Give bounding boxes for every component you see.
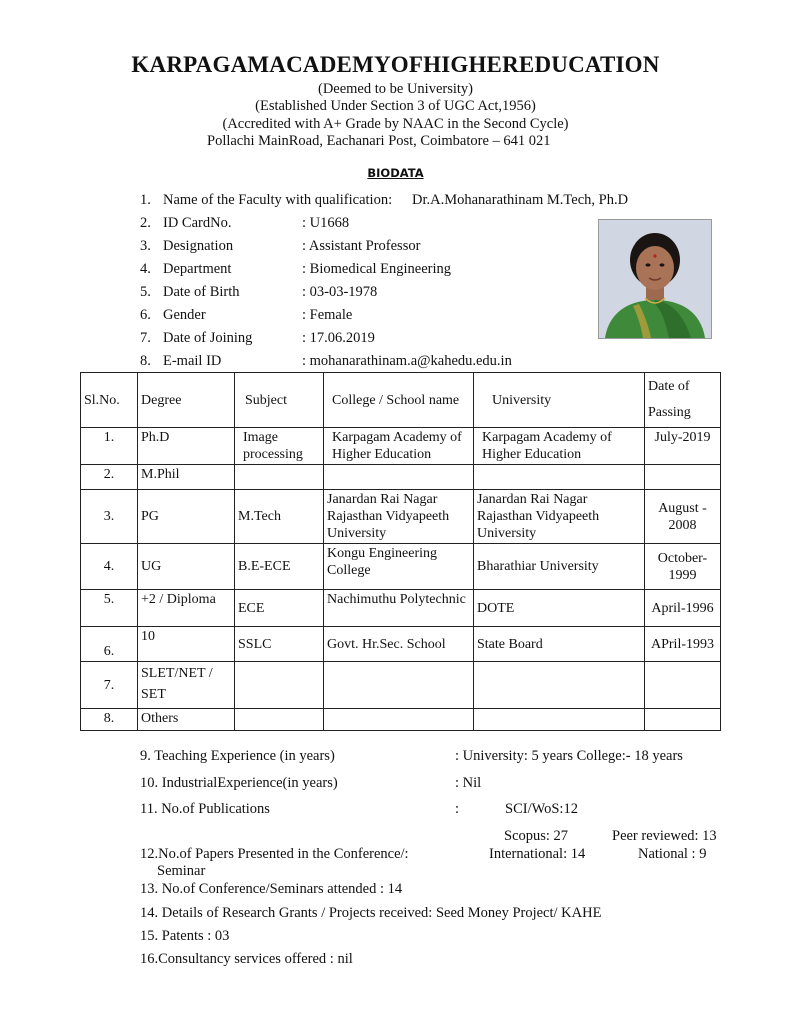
field-number: 2.	[140, 215, 151, 231]
cell-subject: ECE	[235, 590, 324, 627]
papers-national: National : 9	[638, 846, 707, 862]
cell-university	[474, 662, 645, 709]
cell-slno: 4.	[81, 544, 138, 590]
field-number: 6.	[140, 307, 151, 323]
conferences-attended: 13. No.of Conference/Seminars attended : 14	[140, 881, 403, 897]
consultancy: 16.Consultancy services offered : nil	[140, 951, 353, 967]
cell-degree: 10	[138, 627, 235, 662]
cell-degree: M.Phil	[138, 465, 235, 490]
cell-date	[645, 709, 721, 731]
cell-college: Janardan Rai Nagar Rajasthan Vidyapeeth University	[324, 490, 474, 544]
field-number: 4.	[140, 261, 151, 277]
cell-slno: 7.	[81, 662, 138, 709]
cell-degree: Ph.D	[138, 428, 235, 465]
header-date-line2: Passing	[648, 405, 691, 420]
cell-degree: SLET/NET / SET	[138, 662, 235, 709]
papers-international: International: 14	[489, 846, 586, 862]
table-row	[81, 662, 721, 709]
cell-slno: 1.	[81, 428, 138, 465]
cell-slno: 5.	[81, 590, 138, 627]
cell-subject: SSLC	[235, 627, 324, 662]
field-number: 8.	[140, 353, 151, 369]
field-label-joining: Date of Joining	[163, 330, 253, 346]
cell-degree: +2 / Diploma	[138, 590, 235, 627]
cell-slno: 3.	[81, 490, 138, 544]
table-row	[81, 490, 721, 544]
table-row	[81, 627, 721, 662]
header-line-3: (Accredited with A+ Grade by NAAC in the Second Cycle)	[222, 116, 569, 132]
patents: 15. Patents : 03	[140, 928, 230, 944]
field-value-name: Dr.A.Mohanarathinam M.Tech, Ph.D	[412, 192, 629, 208]
cell-college: Nachimuthu Polytechnic	[324, 590, 474, 627]
field-value-gender: : Female	[302, 307, 353, 323]
industrial-label: 10. IndustrialExperience(in years)	[140, 775, 338, 791]
field-value-dob: : 03-03-1978	[302, 284, 378, 300]
cell-date: July-2019	[645, 428, 721, 465]
field-number: 3.	[140, 238, 151, 254]
table-row	[81, 709, 721, 731]
publications-colon: :	[455, 801, 460, 817]
cell-date	[645, 465, 721, 490]
cell-date	[645, 662, 721, 709]
cell-university: State Board	[474, 627, 645, 662]
cell-date: August - 2008	[645, 490, 721, 544]
header-line-2: (Established Under Section 3 of UGC Act,1956)	[255, 98, 536, 114]
header-date-line1: Date of	[648, 379, 690, 394]
teaching-label: 9. Teaching Experience (in years)	[140, 748, 335, 764]
cell-date: APril-1993	[645, 627, 721, 662]
field-label-email: E-mail ID	[163, 353, 222, 369]
cell-college: Kongu Engineering College	[324, 544, 474, 590]
cell-university: Janardan Rai Nagar Rajasthan Vidyapeeth University	[474, 490, 645, 544]
institution-title: KARPAGAMACADEMYOFHIGHEREDUCATION	[131, 52, 660, 77]
cell-slno: 6.	[81, 627, 138, 662]
cell-college: Karpagam Academy of Higher Education	[324, 428, 474, 465]
table-header-row	[81, 373, 721, 428]
cell-university	[474, 709, 645, 731]
publications-peer: Peer reviewed: 13	[612, 828, 717, 844]
header-college: College / School name	[324, 373, 474, 428]
cell-date: October-1999	[645, 544, 721, 590]
publications-scopus: Scopus: 27	[504, 828, 569, 844]
field-number: 1.	[140, 192, 151, 208]
publications-label: 11. No.of Publications	[140, 801, 270, 817]
research-grants: 14. Details of Research Grants / Projects received: Seed Money Project/ KAHE	[140, 905, 602, 921]
cell-subject: Image processing	[235, 428, 324, 465]
cell-subject	[235, 709, 324, 731]
publications-sci: SCI/WoS:12	[505, 801, 578, 817]
header-slno: Sl.No.	[81, 373, 138, 428]
field-label-name: Name of the Faculty with qualification:	[163, 192, 393, 208]
cell-university: Bharathiar University	[474, 544, 645, 590]
header-date	[645, 373, 721, 428]
cell-college	[324, 662, 474, 709]
header-subject: Subject	[235, 373, 324, 428]
biodata-heading: BIODATA	[367, 166, 424, 180]
field-label-id: ID CardNo.	[163, 215, 232, 231]
cell-date: April-1996	[645, 590, 721, 627]
cell-slno: 8.	[81, 709, 138, 731]
education-table	[80, 372, 721, 731]
cell-subject: B.E-ECE	[235, 544, 324, 590]
table-row	[81, 465, 721, 490]
cell-degree: Others	[138, 709, 235, 731]
cell-college	[324, 709, 474, 731]
field-label-dob: Date of Birth	[163, 284, 240, 300]
field-value-department: : Biomedical Engineering	[302, 261, 451, 277]
cell-slno: 2.	[81, 465, 138, 490]
table-row	[81, 544, 721, 590]
cell-subject	[235, 662, 324, 709]
field-label-designation: Designation	[163, 238, 234, 254]
field-value-email: : mohanarathinam.a@kahedu.edu.in	[302, 353, 512, 369]
teaching-value: : University: 5 years College:- 18 years	[455, 748, 683, 764]
table-row	[81, 590, 721, 627]
field-number: 7.	[140, 330, 151, 346]
portrait-image	[599, 220, 711, 338]
field-value-id: : U1668	[302, 215, 350, 231]
profile-photo	[598, 219, 712, 339]
field-value-joining: : 17.06.2019	[302, 330, 375, 346]
papers-label: 12.No.of Papers Presented in the Conference/:	[140, 846, 409, 862]
header-address: Pollachi MainRoad, Eachanari Post, Coimbatore – 641 021	[207, 133, 551, 149]
cell-subject	[235, 465, 324, 490]
field-number: 5.	[140, 284, 151, 300]
papers-label-seminar: Seminar	[157, 863, 206, 879]
header-university: University	[474, 373, 645, 428]
field-label-gender: Gender	[163, 307, 206, 323]
table-row	[81, 428, 721, 465]
cell-university	[474, 465, 645, 490]
industrial-value: : Nil	[455, 775, 482, 791]
cell-degree: UG	[138, 544, 235, 590]
cell-college	[324, 465, 474, 490]
cell-university: DOTE	[474, 590, 645, 627]
cell-college: Govt. Hr.Sec. School	[324, 627, 474, 662]
header-line-1: (Deemed to be University)	[317, 81, 474, 97]
cell-degree: PG	[138, 490, 235, 544]
header-degree: Degree	[138, 373, 235, 428]
cell-subject: M.Tech	[235, 490, 324, 544]
field-value-designation: : Assistant Professor	[302, 238, 421, 254]
field-label-department: Department	[163, 261, 232, 277]
cell-university: Karpagam Academy of Higher Education	[474, 428, 645, 465]
